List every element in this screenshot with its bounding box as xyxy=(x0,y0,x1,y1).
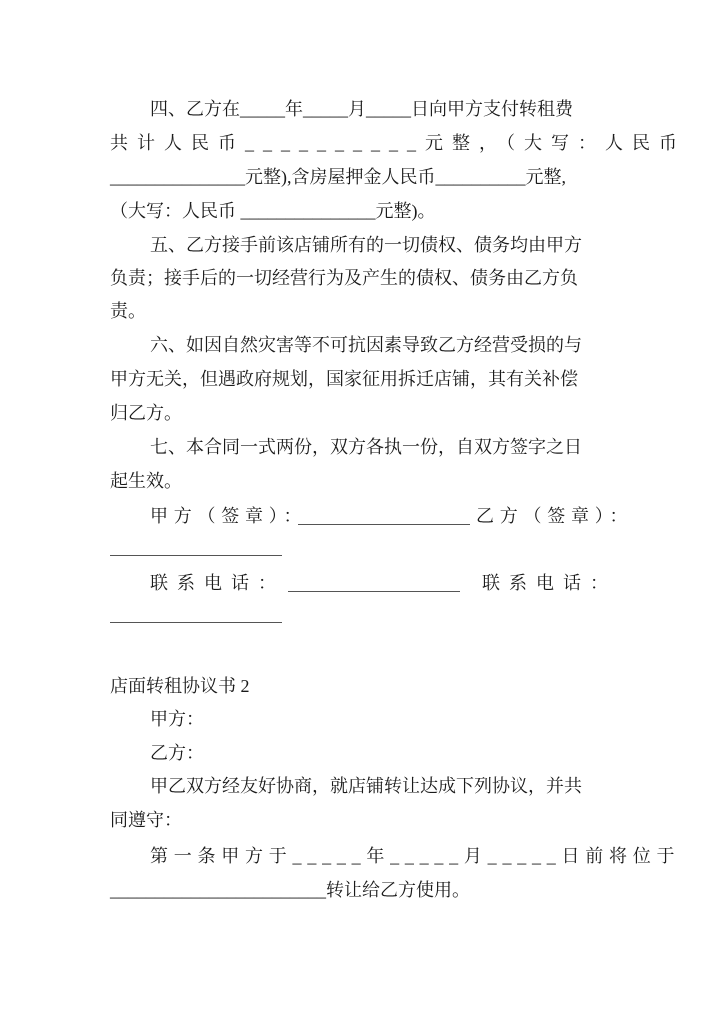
clause4-line4: （大写：人民币 _______________元整)。 xyxy=(110,201,436,221)
phone-b-line xyxy=(110,622,282,623)
agreement2-party-a: 甲方： xyxy=(150,709,204,729)
clause5-line2: 负责；接手后的一切经营行为及产生的债权、债务由乙方负 xyxy=(110,268,578,288)
phone-a-label: 联系电话： xyxy=(150,573,285,593)
clause4-line1: 四、乙方在_____年_____月_____日向甲方支付转租费 xyxy=(150,99,573,119)
agreement2-intro-line2: 同遵守： xyxy=(110,810,182,830)
signature-party-b-label: 乙方（签章）： xyxy=(476,506,634,526)
signature-party-a-line xyxy=(298,524,470,525)
agreement2-title: 店面转租协议书 2 xyxy=(110,676,250,696)
agreement2-article1-line2: ________________________转让给乙方使用。 xyxy=(110,880,470,900)
phone-b-label: 联系电话： xyxy=(482,573,617,593)
signature-party-a-label: 甲方（签章）： xyxy=(150,506,308,526)
clause6-line3: 归乙方。 xyxy=(110,403,182,423)
phone-a-line xyxy=(288,591,460,592)
clause4-line2: 共计人民币__________元整，（大写：人民币 xyxy=(110,133,686,153)
clause5-line3: 责。 xyxy=(110,301,146,321)
agreement2-intro-line1: 甲乙双方经友好协商，就店铺转让达成下列协议，并共 xyxy=(150,776,582,796)
clause6-line2: 甲方无关，但遇政府规划，国家征用拆迁店铺，其有关补偿 xyxy=(110,369,578,389)
clause7-line1: 七、本合同一式两份，双方各执一份，自双方签字之日 xyxy=(150,437,582,457)
clause5-line1: 五、乙方接手前该店铺所有的一切债权、债务均由甲方 xyxy=(150,235,582,255)
clause6-line1: 六、如因自然灾害等不可抗因素导致乙方经营受损的与 xyxy=(150,335,582,355)
agreement2-article1-line1: 第一条甲方于_____年_____月_____日前将位于 xyxy=(150,846,681,866)
signature-party-b-line xyxy=(110,555,282,556)
clause4-line3: _______________元整),含房屋押金人民币__________元整, xyxy=(110,167,566,187)
agreement2-party-b: 乙方： xyxy=(150,743,204,763)
clause7-line2: 起生效。 xyxy=(110,471,182,491)
